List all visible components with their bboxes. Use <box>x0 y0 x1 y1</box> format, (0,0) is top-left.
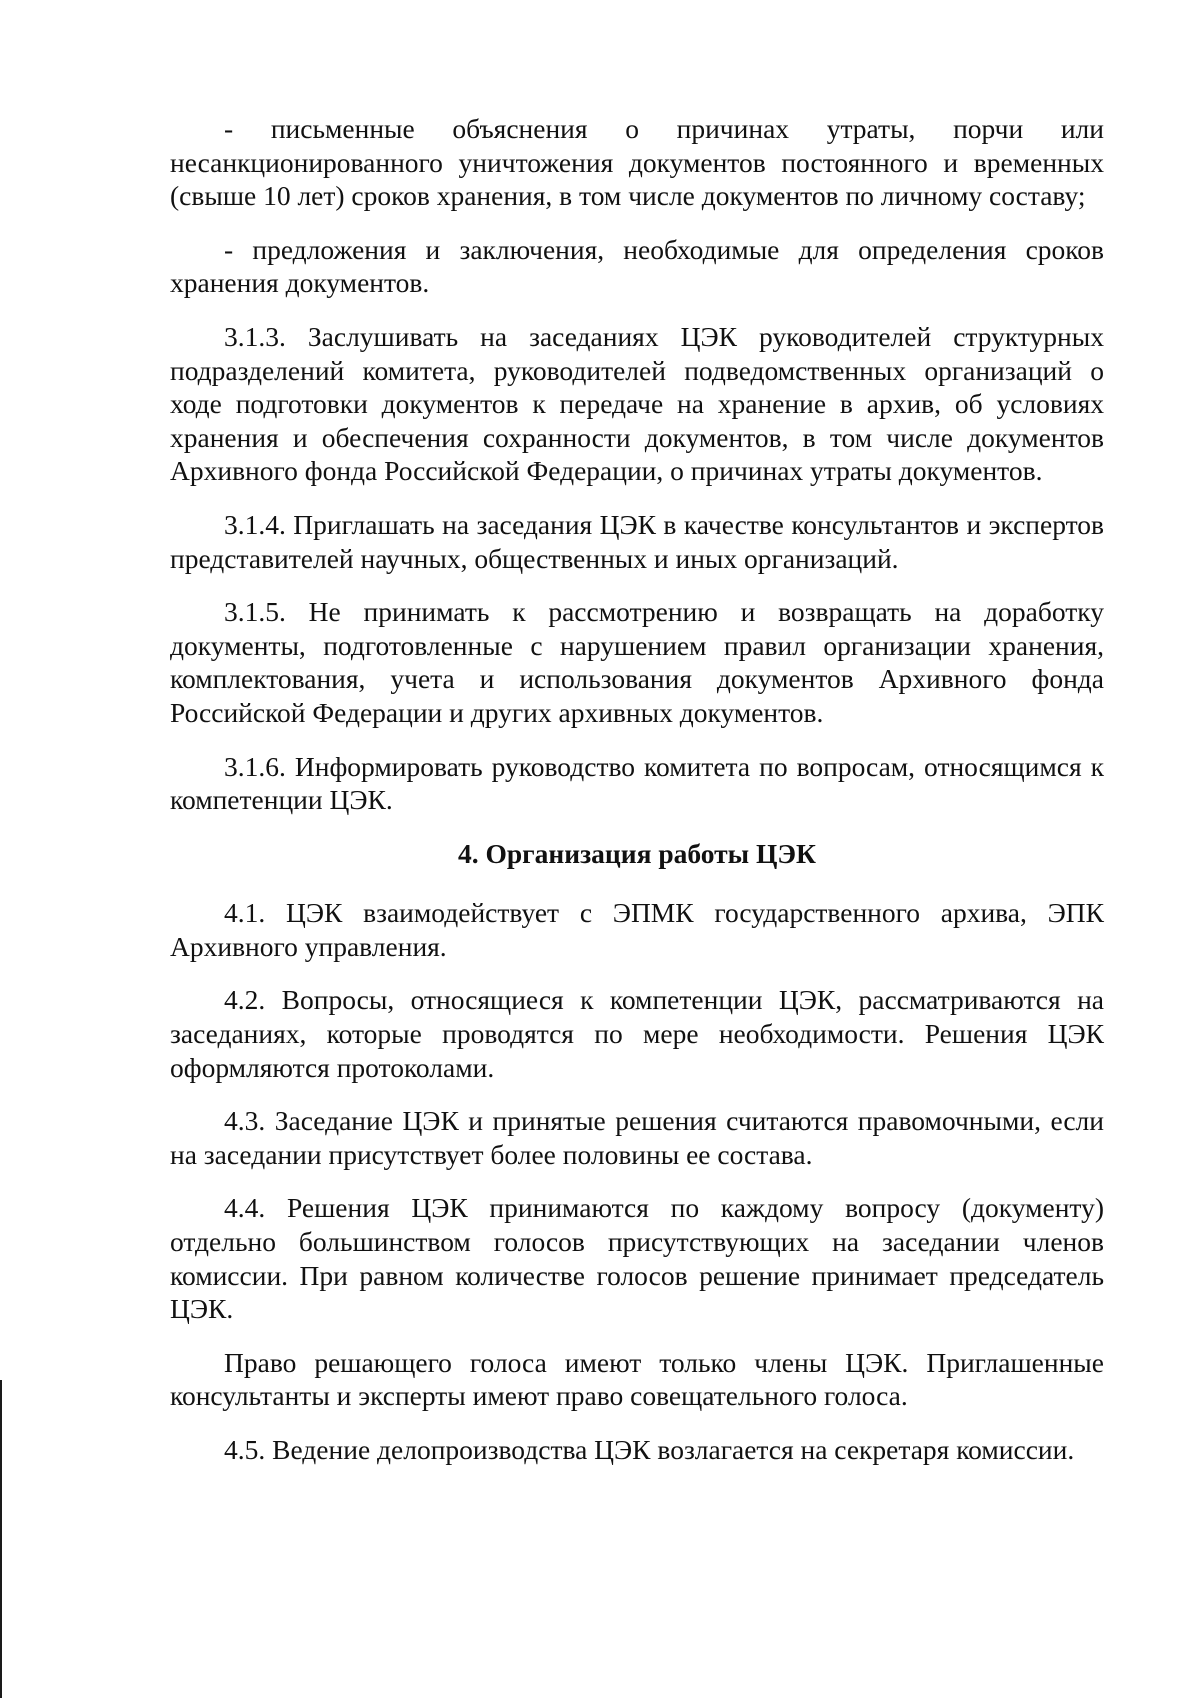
paragraph-proposals-conclusions: - предложения и заключения, необходимые для определения сроков хранения документов. <box>170 233 1104 299</box>
paragraph-written-explanations: - письменные объяснения о причинах утраты, порчи или несанкционированного уничтожения документов постоянного и временных (свыше 10 лет) сроков хранения, в том числе документов по личному составу; <box>170 113 1104 212</box>
paragraph-3-1-3: 3.1.3. Заслушивать на заседаниях ЦЭК руководителей структурных подразделений комитета, руководителей подведомственных организаций о ходе подготовки документов к передаче на хранение в архив, об условиях хранения и обеспечения сохранности документов, в том числе документов Архивного фонда Российской Федерации, о причинах утраты документов. <box>170 320 1104 487</box>
paragraph-4-5: 4.5. Ведение делопроизводства ЦЭК возлагается на секретаря комиссии. <box>224 1434 1075 1465</box>
section-heading: 4. Организация работы ЦЭК <box>457 837 816 869</box>
paragraph-voting-right: Право решающего голоса имеют только члены ЦЭК. Приглашенные консультанты и эксперты имеют право совещательного голоса. <box>170 1346 1104 1412</box>
paragraph-3-1-5: 3.1.5. Не принимать к рассмотрению и возвращать на доработку документы, подготовленные с нарушением правил организации хранения, комплектования, учета и использования документов Архивного фонда Российской Федерации и других архивных документов. <box>170 596 1104 728</box>
paragraph-4-3: 4.3. Заседание ЦЭК и принятые решения считаются правомочными, если на заседании присутствует более половины ее состава. <box>170 1105 1104 1170</box>
paragraph-4-1: 4.1. ЦЭК взаимодействует с ЭПМК государственного архива, ЭПК Архивного управления. <box>170 897 1104 962</box>
paragraph-3-1-6: 3.1.6. Информировать руководство комитета по вопросам, относящимся к компетенции ЦЭК. <box>170 750 1104 816</box>
paragraph-4-4: 4.4. Решения ЦЭК принимаются по каждому вопросу (документу) отдельно большинством голосов присутствующих на заседании членов комиссии. При равном количестве голосов решение принимает председатель ЦЭК. <box>170 1192 1104 1325</box>
paragraph-4-2: 4.2. Вопросы, относящиеся к компетенции ЦЭК, рассматриваются на заседаниях, которые проводятся по мере необходимости. Решения ЦЭК оформляются протоколами. <box>170 984 1104 1083</box>
scan-edge-line <box>0 1380 2 1698</box>
paragraph-3-1-4: 3.1.4. Приглашать на заседания ЦЭК в качестве консультантов и экспертов представителей научных, общественных и иных организаций. <box>170 508 1104 574</box>
document-body <box>170 112 1104 1487</box>
